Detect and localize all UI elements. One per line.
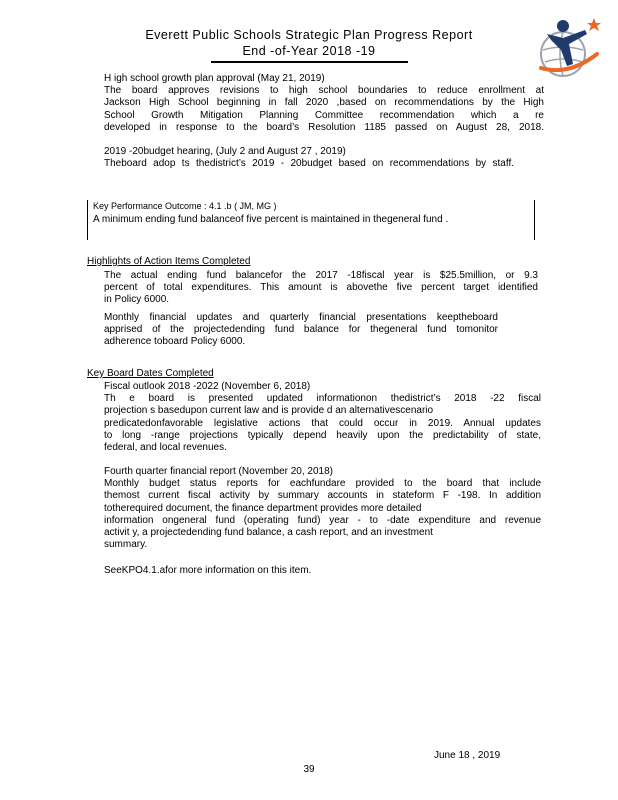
footer-date: June 18 , 2019	[434, 750, 501, 761]
board-item-fourth-quarter	[104, 466, 541, 551]
item-line: themost current fiscal activity by summary accounts in stateform F -198. In addition	[104, 490, 541, 502]
item-line: federal, and local revenues.	[104, 442, 227, 454]
item-line: Theboard adop ts thedistrict’s 2019 - 20budget based on recommendations by staff.	[104, 158, 514, 170]
highlight-item-monthly-updates	[104, 312, 498, 349]
item-line: percent of total expenditures. This amount is abovethe five percent target identified	[104, 282, 538, 294]
item-heading: 2019 -20budget hearing, (July 2 and August 27 , 2019)	[104, 146, 346, 157]
item-line: activit y, a projectedending fund balance, a cash report, and an investment	[104, 527, 433, 539]
item-heading: Fourth quarter financial report (November 20, 2018)	[104, 466, 334, 477]
item-heading: H igh school growth plan approval (May 21, 2019)	[104, 73, 325, 84]
item-budget-hearing	[104, 146, 514, 170]
kpo-text: A minimum ending fund balanceof five percent is maintained in thegeneral fund .	[93, 214, 449, 225]
page-number: 39	[303, 764, 315, 775]
item-line: totherequired document, the finance department provides more detailed	[104, 502, 422, 514]
item-heading: SeeKPO4.1.afor more information on this item.	[104, 565, 312, 576]
item-line: predicatedonfavorable legislative actions that could occur in 2019. Annual updates	[104, 417, 541, 429]
item-heading: Fiscal outlook 2018 -2022 (November 6, 2018)	[104, 381, 311, 392]
item-line: adherence toboard Policy 6000.	[104, 336, 246, 348]
item-line: projection s basedupon current law and is provide d an alternativescenario	[104, 405, 434, 417]
item-line: Monthly financial updates and quarterly financial presentations keeptheboard	[104, 312, 498, 323]
page-title-line-1: Everett Public Schools Strategic Plan Progress Report	[145, 28, 473, 42]
item-line: to long -range projections typically depend heavily upon the predictability of state,	[104, 429, 541, 441]
item-line: School Growth Mitigation Planning Committee recommendation which a re	[104, 109, 544, 121]
item-line: Monthly budget status reports for eachfundare provided to the board that include	[104, 478, 541, 490]
item-line: Jackson High School beginning in fall 2020 ,based on recommendations by the High	[104, 97, 544, 109]
item-line: apprised of the projectedending fund balance for thegeneral fund tomonitor	[104, 324, 498, 336]
board-item-fiscal-outlook	[104, 381, 541, 454]
item-line: The board approves revisions to high school boundaries to reduce enrollment at	[104, 85, 544, 97]
page-title-line-2: End -of-Year 2018 -19	[242, 44, 376, 58]
item-line: information ongeneral fund (operating fund) year - to -date expenditure and revenue	[104, 514, 541, 526]
board-item-see-kpo	[104, 565, 404, 577]
item-line: summary.	[104, 539, 148, 551]
item-high-school-growth	[104, 73, 544, 134]
kpo-label: Key Performance Outcome : 4.1 .b ( JM, MG )	[93, 201, 277, 211]
item-line: Th e board is presented updated informationon thedistrict’s 2018 -22 fiscal	[104, 393, 541, 405]
item-line: in Policy 6000.	[104, 294, 170, 306]
item-line: developed in response to the board’s Resolution 1185 passed on August 28, 2018.	[104, 121, 544, 133]
board-dates-heading: Key Board Dates Completed	[87, 368, 214, 379]
title-underline	[211, 61, 408, 63]
item-line: The actual ending fund balancefor the 2017 -18fiscal year is $25.5million, or 9.3	[104, 270, 538, 281]
highlights-heading: Highlights of Action Items Completed	[87, 256, 251, 267]
highlight-item-ending-fund	[104, 270, 538, 307]
key-performance-outcome-box	[87, 200, 535, 240]
